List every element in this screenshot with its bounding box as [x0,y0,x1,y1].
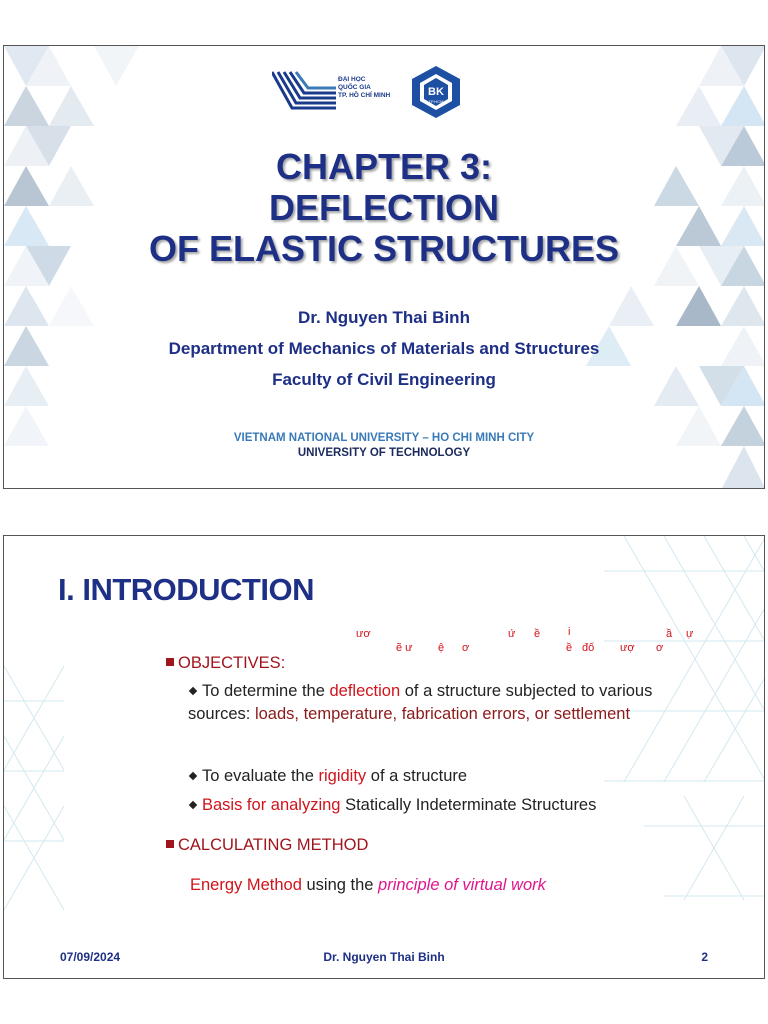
university-line-1: VIETNAM NATIONAL UNIVERSITY – HO CHI MINH CITY [233,432,535,444]
diamond-bullet-icon [189,771,197,779]
vnu-logo-text: ĐẠI HỌC QUỐC GIA TP. HỒ CHÍ MINH [338,76,391,99]
square-bullet-icon [166,840,174,848]
footer-author: Dr. Nguyen Thai Binh [323,950,445,964]
title-slide [3,45,765,489]
vnu-logo-icon [272,70,336,110]
diamond-bullet-icon [189,686,197,694]
title-line-1: CHAPTER 3: [275,146,493,187]
faculty: Faculty of Civil Engineering [272,370,496,389]
university-block [4,431,764,461]
title-line-3: OF ELASTIC STRUCTURES [148,228,619,269]
energy-method-line: Energy Method using the principle of virtual work [190,876,546,894]
chapter-title [4,146,764,269]
footer-page-number: 2 [701,950,708,964]
objective-rigidity: To evaluate the rigidity of a structure [188,765,467,788]
introduction-slide: I. INTRODUCTION ươ ứ ề i ầ ự ẽ ư ệ ơ ề đố ượ ơ OBJECTIVES: To determine the deflection of a structure subjected to various sources: loads, temperature, fabrication errors, or settlement To evaluate the rigidity of a structure Basis for analyzing Statically Indeterminate Structures CALCULATING METHOD Energy Method using the principle of virtual work 07/09/2024 Dr. Nguyen Thai Binh 2 [3,535,765,979]
svg-text:TP.HCM: TP.HCM [428,99,444,104]
author-block [4,302,764,395]
footer-date: 07/09/2024 [60,950,121,964]
title-line-2: DEFLECTION [269,187,499,228]
bk-logo-icon [410,64,462,120]
objective-deflection: To determine the deflection of a structure subjected to various sources: loads, temperature, fabrication errors, or settlement [188,682,653,723]
author-name: Dr. Nguyen Thai Binh [298,308,470,327]
department: Department of Mechanics of Materials and Structures [168,339,600,358]
logos [272,64,472,120]
university-line-2: UNIVERSITY OF TECHNOLOGY [297,447,471,459]
square-bullet-icon [166,658,174,666]
slide-title: I. INTRODUCTION [58,572,314,607]
objectives-heading: OBJECTIVES: [166,654,285,673]
objective-basis: Basis for analyzing Statically Indeterminate Structures [188,794,596,817]
svg-text:BK: BK [428,86,444,98]
calculating-method-heading: CALCULATING METHOD [166,836,368,855]
diamond-bullet-icon [189,800,197,808]
